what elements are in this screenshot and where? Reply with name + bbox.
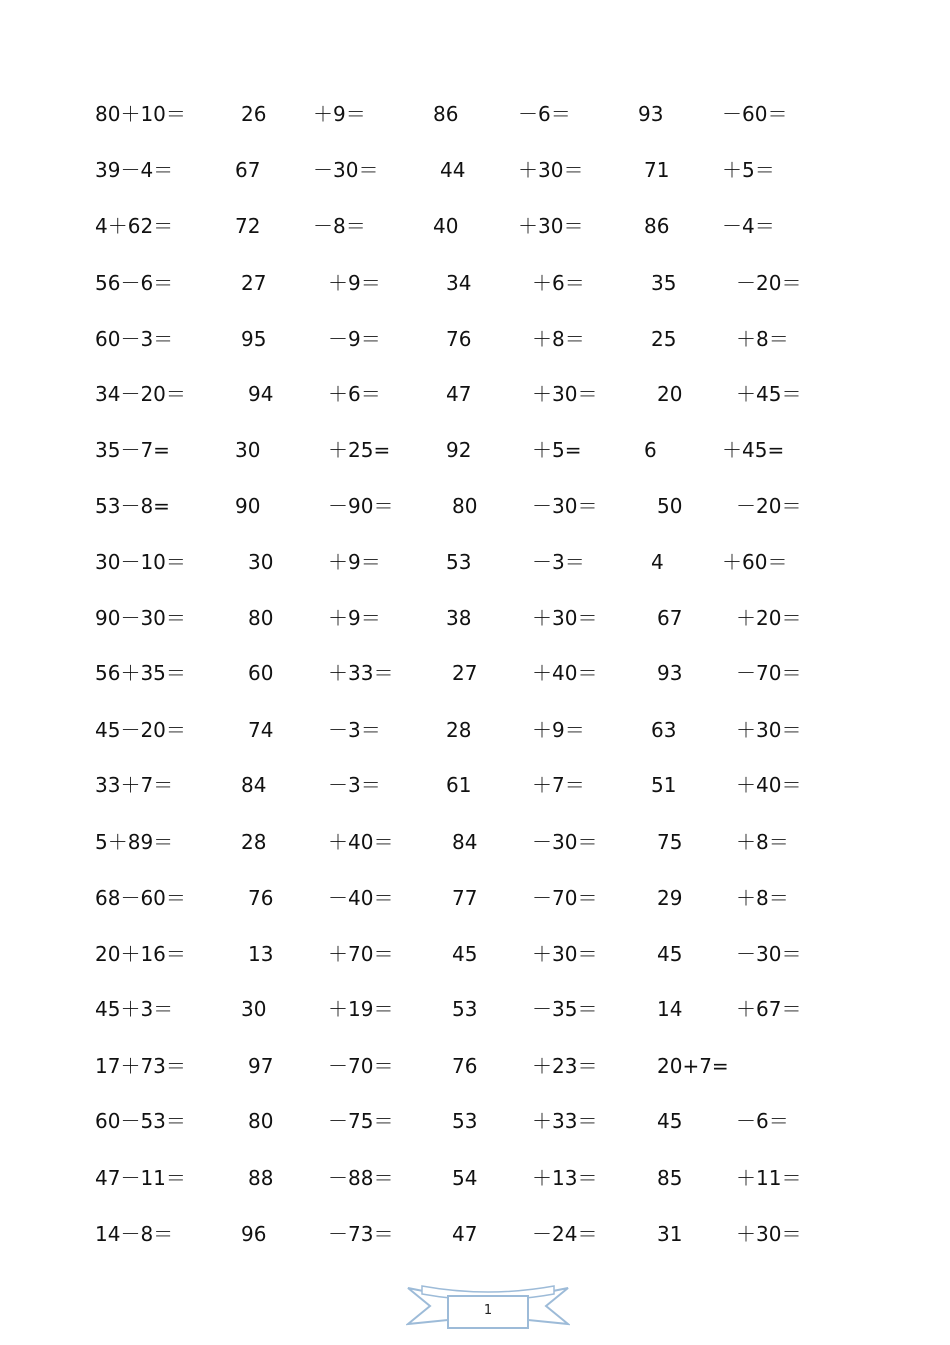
- number-value: 88: [248, 1166, 274, 1190]
- number-value: 80: [452, 494, 478, 518]
- math-problem: 5＋89＝: [95, 830, 174, 854]
- math-problem: 14－8＝: [95, 1222, 174, 1246]
- number-value: 86: [433, 102, 459, 126]
- math-problem: ＋30＝: [518, 158, 584, 182]
- number-value: 74: [248, 718, 274, 742]
- number-value: 20: [657, 382, 683, 406]
- exercise-row: [0, 268, 950, 298]
- math-problem: 53－8=: [95, 494, 170, 518]
- math-problem: －88＝: [328, 1166, 394, 1190]
- math-problem: ＋23＝: [532, 1054, 598, 1078]
- page-number: 1: [483, 1303, 493, 1318]
- exercise-row: [0, 435, 950, 465]
- number-value: 93: [638, 102, 664, 126]
- math-problem: －20＝: [736, 271, 802, 295]
- math-problem: ＋33＝: [532, 1109, 598, 1133]
- math-problem: －60＝: [722, 102, 788, 126]
- math-problem: ＋20＝: [736, 606, 802, 630]
- number-value: 6: [644, 438, 657, 462]
- exercise-row: [0, 994, 950, 1024]
- number-value: 38: [446, 606, 472, 630]
- math-problem: ＋19＝: [328, 997, 394, 1021]
- math-problem: ＋8＝: [736, 327, 789, 351]
- number-value: 30: [241, 997, 267, 1021]
- number-value: 54: [452, 1166, 478, 1190]
- number-value: 30: [248, 550, 274, 574]
- math-problem: ＋45＝: [736, 382, 802, 406]
- math-problem: －30＝: [736, 942, 802, 966]
- math-problem: －8＝: [313, 214, 366, 238]
- number-value: 72: [235, 214, 261, 238]
- exercise-row: [0, 379, 950, 409]
- math-problem: －73＝: [328, 1222, 394, 1246]
- math-problem: －6＝: [736, 1109, 789, 1133]
- exercise-row: [0, 324, 950, 354]
- number-value: 67: [235, 158, 261, 182]
- exercise-row: [0, 715, 950, 745]
- number-value: 94: [248, 382, 274, 406]
- math-problem: －70＝: [532, 886, 598, 910]
- math-problem: ＋40＝: [328, 830, 394, 854]
- exercise-row: [0, 1163, 950, 1193]
- math-problem: －30＝: [532, 494, 598, 518]
- number-value: 61: [446, 773, 472, 797]
- math-problem: ＋9＝: [532, 718, 585, 742]
- exercise-row: [0, 155, 950, 185]
- number-value: 47: [452, 1222, 478, 1246]
- number-value: 95: [241, 327, 267, 351]
- math-problem: －20＝: [736, 494, 802, 518]
- math-problem: 39－4＝: [95, 158, 174, 182]
- number-value: 44: [440, 158, 466, 182]
- number-value: 76: [452, 1054, 478, 1078]
- number-value: 50: [657, 494, 683, 518]
- number-value: 29: [657, 886, 683, 910]
- math-problem: ＋5＝: [722, 158, 775, 182]
- math-problem: －9＝: [328, 327, 381, 351]
- number-value: 96: [241, 1222, 267, 1246]
- math-problem: －4＝: [722, 214, 775, 238]
- math-problem: 45－20＝: [95, 718, 186, 742]
- number-value: 27: [452, 661, 478, 685]
- number-value: 92: [446, 438, 472, 462]
- math-problem: ＋9＝: [328, 271, 381, 295]
- exercise-row: [0, 658, 950, 688]
- exercise-row: [0, 1106, 950, 1136]
- number-value: 84: [452, 830, 478, 854]
- number-value: 31: [657, 1222, 683, 1246]
- math-problem: ＋6＝: [532, 271, 585, 295]
- math-problem: －3＝: [328, 773, 381, 797]
- number-value: 77: [452, 886, 478, 910]
- number-value: 20+7=: [657, 1054, 729, 1078]
- number-value: 4: [651, 550, 664, 574]
- math-problem: ＋30＝: [532, 382, 598, 406]
- number-value: 45: [657, 942, 683, 966]
- number-value: 53: [446, 550, 472, 574]
- number-value: 90: [235, 494, 261, 518]
- number-value: 13: [248, 942, 274, 966]
- number-value: 76: [446, 327, 472, 351]
- number-value: 26: [241, 102, 267, 126]
- math-problem: 45＋3＝: [95, 997, 174, 1021]
- math-problem: －75＝: [328, 1109, 394, 1133]
- math-problem: －6＝: [518, 102, 571, 126]
- exercise-row: [0, 939, 950, 969]
- math-problem: 80＋10＝: [95, 102, 186, 126]
- math-problem: 90－30＝: [95, 606, 186, 630]
- number-value: 35: [651, 271, 677, 295]
- number-value: 71: [644, 158, 670, 182]
- math-problem: 20＋16＝: [95, 942, 186, 966]
- number-value: 60: [248, 661, 274, 685]
- math-problem: ＋6＝: [328, 382, 381, 406]
- exercise-row: [0, 491, 950, 521]
- math-problem: －30＝: [313, 158, 379, 182]
- math-problem: 68－60＝: [95, 886, 186, 910]
- number-value: 86: [644, 214, 670, 238]
- number-value: 85: [657, 1166, 683, 1190]
- math-problem: ＋8＝: [532, 327, 585, 351]
- math-problem: ＋30＝: [736, 718, 802, 742]
- number-value: 40: [433, 214, 459, 238]
- math-problem: ＋8＝: [736, 886, 789, 910]
- number-value: 80: [248, 606, 274, 630]
- number-value: 47: [446, 382, 472, 406]
- math-problem: ＋9＝: [328, 606, 381, 630]
- math-problem: 35－7=: [95, 438, 170, 462]
- exercise-row: [0, 770, 950, 800]
- math-problem: ＋40＝: [532, 661, 598, 685]
- math-problem: 33＋7＝: [95, 773, 174, 797]
- math-problem: －3＝: [328, 718, 381, 742]
- exercise-row: [0, 883, 950, 913]
- number-value: 53: [452, 1109, 478, 1133]
- math-problem: ＋30＝: [736, 1222, 802, 1246]
- exercise-row: [0, 211, 950, 241]
- math-problem: ＋7＝: [532, 773, 585, 797]
- number-value: 63: [651, 718, 677, 742]
- math-problem: －35＝: [532, 997, 598, 1021]
- math-problem: －40＝: [328, 886, 394, 910]
- math-problem: －90＝: [328, 494, 394, 518]
- math-problem: ＋13＝: [532, 1166, 598, 1190]
- math-problem: －30＝: [532, 830, 598, 854]
- exercise-row: [0, 827, 950, 857]
- number-value: 80: [248, 1109, 274, 1133]
- math-problem: 17＋73＝: [95, 1054, 186, 1078]
- math-problem: 56＋35＝: [95, 661, 186, 685]
- number-value: 27: [241, 271, 267, 295]
- math-problem: 4＋62＝: [95, 214, 174, 238]
- math-problem: 34－20＝: [95, 382, 186, 406]
- math-problem: ＋70＝: [328, 942, 394, 966]
- exercise-row: [0, 1219, 950, 1249]
- math-problem: 56－6＝: [95, 271, 174, 295]
- math-problem: ＋67＝: [736, 997, 802, 1021]
- number-value: 76: [248, 886, 274, 910]
- math-problem: ＋5=: [532, 438, 582, 462]
- number-value: 28: [446, 718, 472, 742]
- exercise-row: [0, 547, 950, 577]
- number-value: 30: [235, 438, 261, 462]
- exercise-row: [0, 99, 950, 129]
- math-problem: －70＝: [736, 661, 802, 685]
- exercise-row: [0, 603, 950, 633]
- number-value: 45: [657, 1109, 683, 1133]
- number-value: 75: [657, 830, 683, 854]
- math-problem: 60－3＝: [95, 327, 174, 351]
- math-problem: ＋30＝: [532, 942, 598, 966]
- math-problem: ＋9＝: [328, 550, 381, 574]
- number-value: 93: [657, 661, 683, 685]
- math-problem: ＋25=: [328, 438, 391, 462]
- number-value: 14: [657, 997, 683, 1021]
- math-problem: ＋30＝: [532, 606, 598, 630]
- number-value: 53: [452, 997, 478, 1021]
- number-value: 45: [452, 942, 478, 966]
- math-problem: ＋45=: [722, 438, 785, 462]
- number-value: 25: [651, 327, 677, 351]
- math-problem: ＋60＝: [722, 550, 788, 574]
- math-problem: ＋11＝: [736, 1166, 802, 1190]
- number-value: 34: [446, 271, 472, 295]
- exercise-row: [0, 1051, 950, 1081]
- math-problem: ＋9＝: [313, 102, 366, 126]
- math-problem: 30－10＝: [95, 550, 186, 574]
- number-value: 28: [241, 830, 267, 854]
- math-problem: －3＝: [532, 550, 585, 574]
- number-value: 51: [651, 773, 677, 797]
- math-problem: 47－11＝: [95, 1166, 186, 1190]
- number-value: 97: [248, 1054, 274, 1078]
- math-problem: ＋8＝: [736, 830, 789, 854]
- math-problem: －24＝: [532, 1222, 598, 1246]
- math-problem: ＋33＝: [328, 661, 394, 685]
- number-value: 67: [657, 606, 683, 630]
- math-problem: ＋30＝: [518, 214, 584, 238]
- math-problem: －70＝: [328, 1054, 394, 1078]
- number-value: 84: [241, 773, 267, 797]
- math-problem: 60－53＝: [95, 1109, 186, 1133]
- math-problem: ＋40＝: [736, 773, 802, 797]
